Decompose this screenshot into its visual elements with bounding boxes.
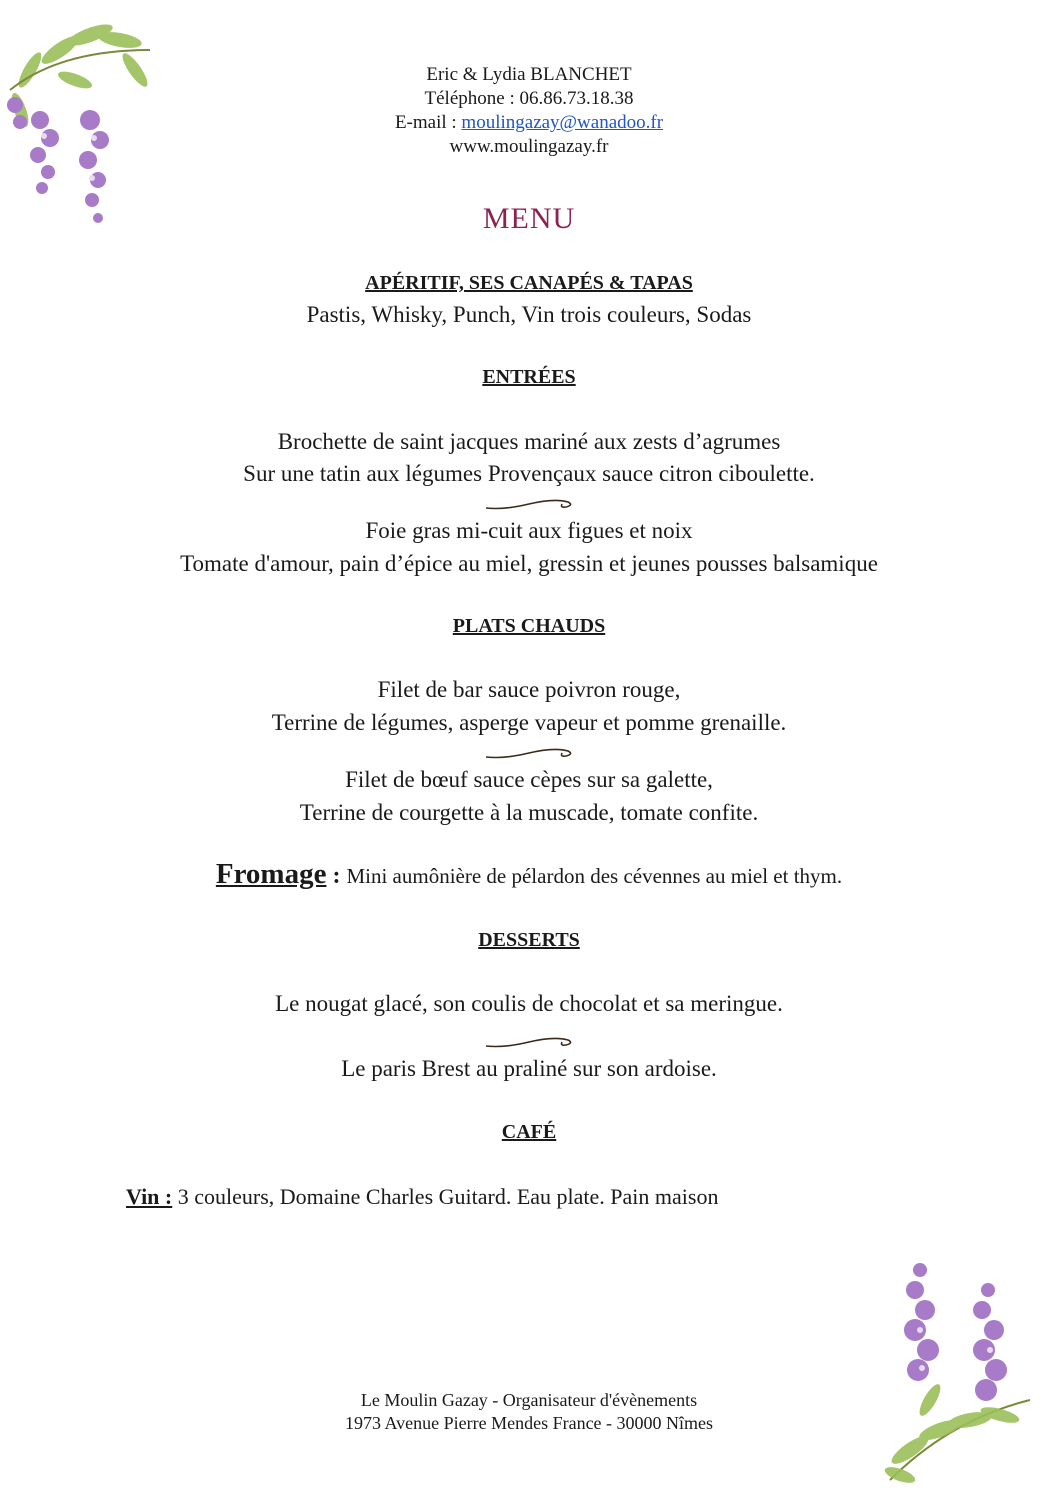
entree-1-line-1: Brochette de saint jacques mariné aux zests d’agrumes bbox=[277, 429, 781, 454]
fromage-text: Mini aumônière de pélardon des cévennes au miel et thym. bbox=[346, 864, 843, 888]
entree-2-line-2: Tomate d'amour, pain d’épice au miel, gressin et jeunes pousses balsamique bbox=[180, 551, 878, 576]
contact-names: Eric & Lydia BLANCHET bbox=[426, 64, 632, 85]
vin-text: 3 couleurs, Domaine Charles Guitard. Eau plate. Pain maison bbox=[172, 1184, 719, 1209]
plat-1-line-1: Filet de bar sauce poivron rouge, bbox=[377, 677, 681, 702]
contact-block bbox=[0, 63, 1058, 159]
heading-plats-chauds: PLATS CHAUDS bbox=[452, 615, 606, 637]
dessert-2: Le paris Brest au praliné sur son ardoise. bbox=[341, 1056, 717, 1081]
contact-website: www.moulingazay.fr bbox=[449, 136, 609, 157]
vin-label: Vin : bbox=[126, 1184, 173, 1209]
entree-2-line-1: Foie gras mi-cuit aux figues et noix bbox=[365, 518, 693, 543]
vin-line bbox=[126, 1184, 718, 1210]
footer-line-2: 1973 Avenue Pierre Mendes France - 30000 Nîmes bbox=[344, 1413, 714, 1433]
email-label: E-mail : bbox=[394, 112, 462, 133]
fromage-label: Fromage bbox=[215, 858, 327, 890]
heading-desserts: DESSERTS bbox=[478, 929, 580, 951]
flourish-divider-icon bbox=[484, 496, 574, 512]
flourish-divider-icon bbox=[484, 1034, 574, 1050]
contact-email-line bbox=[0, 111, 1058, 135]
fromage-line bbox=[0, 858, 1058, 891]
wisteria-bottom-right-icon bbox=[870, 1250, 1040, 1490]
entree-1-line-2: Sur une tatin aux légumes Provençaux sauce citron ciboulette. bbox=[243, 461, 815, 486]
contact-phone: Téléphone : 06.86.73.18.38 bbox=[424, 88, 634, 109]
fromage-colon: : bbox=[326, 863, 347, 889]
heading-aperitif: APÉRITIF, SES CANAPÉS & TAPAS bbox=[365, 272, 693, 294]
aperitif-text: Pastis, Whisky, Punch, Vin trois couleurs, Sodas bbox=[306, 302, 752, 327]
heading-entrees: ENTRÉES bbox=[482, 366, 576, 388]
menu-title: MENU bbox=[482, 202, 576, 235]
email-link[interactable]: moulingazay@wanadoo.fr bbox=[461, 112, 664, 133]
footer-line-1: Le Moulin Gazay - Organisateur d'évènements bbox=[360, 1390, 698, 1410]
dessert-1: Le nougat glacé, son coulis de chocolat et sa meringue. bbox=[275, 991, 783, 1016]
flourish-divider-icon bbox=[484, 745, 574, 761]
plat-2-line-2: Terrine de courgette à la muscade, tomate confite. bbox=[299, 800, 759, 825]
footer bbox=[0, 1389, 1058, 1435]
plat-2-line-1: Filet de bœuf sauce cèpes sur sa galette, bbox=[345, 767, 713, 792]
heading-cafe: CAFÉ bbox=[501, 1121, 557, 1143]
plat-1-line-2: Terrine de légumes, asperge vapeur et pomme grenaille. bbox=[271, 710, 787, 735]
